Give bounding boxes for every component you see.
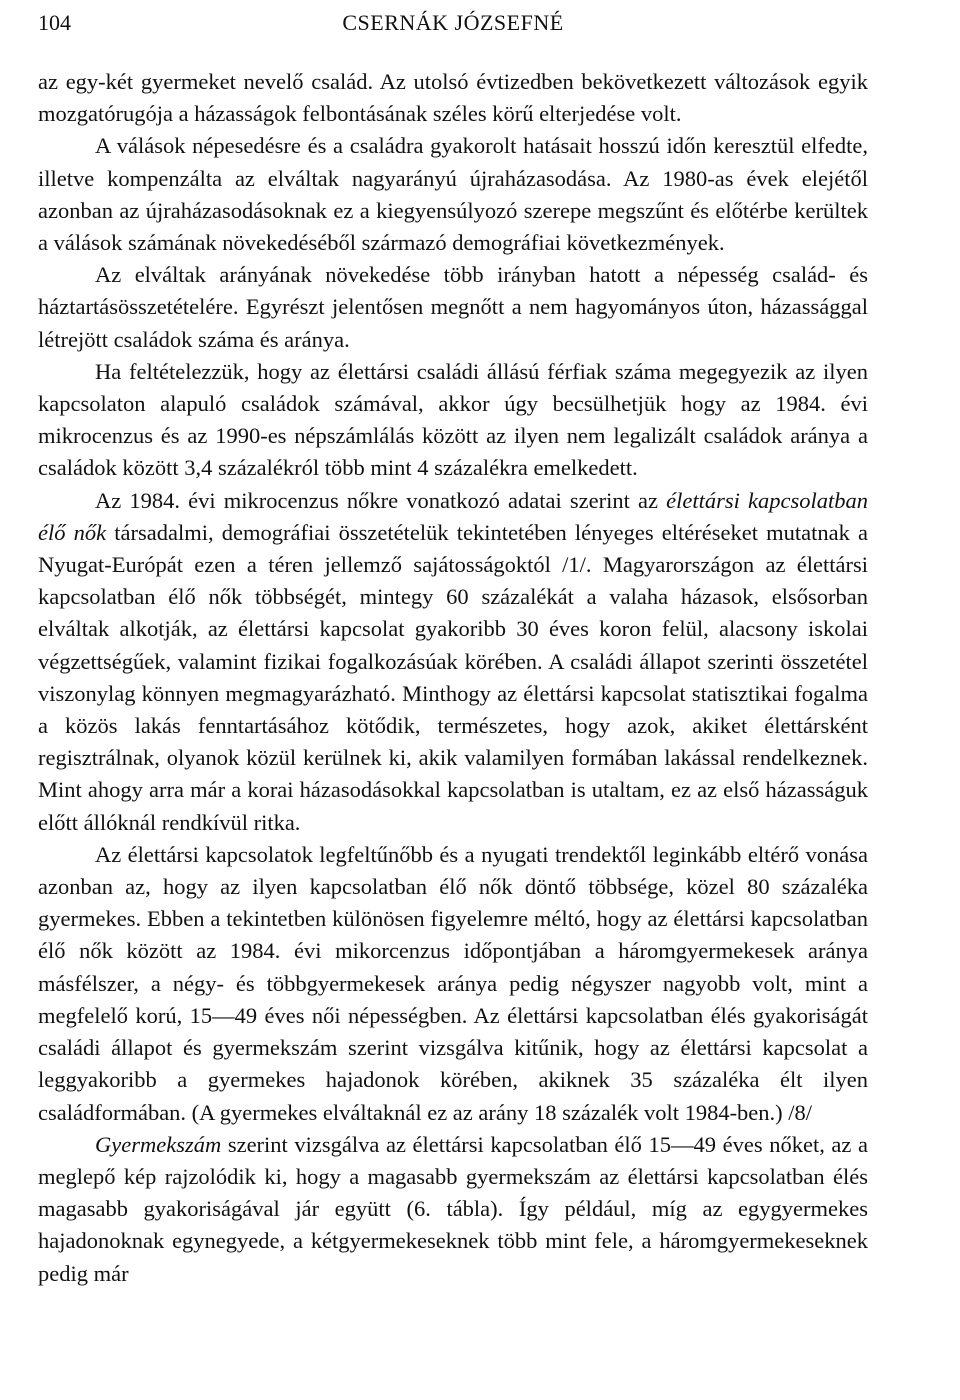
italic-text: élettársi kapcsolatban élő nők (38, 487, 868, 545)
text-segment: Az 1984. évi mikrocenzus nőkre vonatkozó adatai szerint az (95, 487, 667, 513)
text-segment: társadalmi, demográfiai összetételük tekintetében lényeges eltéréseket mutatnak a Nyugat-Európát ezen a téren jellemző sajátosságoktól /1/. Magyarországon az élettársi kapcsolatban élő nők többségét, mintegy 60 százalékát a valaha házasok, elsősorban elváltak alkotják, az élettársi kapcsolat gyakoribb 30 éves koron felül, alacsony iskolai végzettségűek, valamint fizikai fogalkozásúak körében. A családi állapot szerinti összetétel viszonylag könnyen megmagyarázható. Minthogy az élettársi kapcsolat statisztikai fogalma a közös lakás fenntartásához kötődik, természetes, hogy azok, akiket élettársként regisztrálnak, olyanok közül kerülnek ki, akik valamilyen formában lakással rendelkeznek. Mint ahogy arra már a korai házasodásokkal kapcsolatban is utaltam, ez az első házasságuk előtt állóknál rendkívül ritka. (38, 519, 868, 835)
body-text (38, 66, 868, 1290)
text-segment: A válások népesedésre és a családra gyakorolt hatásait hosszú időn keresztül elfedte, illetve kompenzálta az elváltak nagyarányú újraházasodása. Az 1980-as évek elejétől azonban az újraházasodásoknak ez a kiegyensúlyozó szerepe megszűnt és előtérbe kerültek a válások számának növekedéséből származó demográfiai következmények. (38, 133, 868, 256)
page-header (38, 8, 868, 38)
running-title: CSERNÁK JÓZSEFNÉ (342, 10, 564, 35)
paragraph (38, 839, 868, 1129)
text-segment: Az elváltak arányának növekedése több irányban hatott a népesség család- és háztartásösszetételére. Egyrészt jelentősen megnőtt a nem hagyományos úton, házassággal létrejött családok száma és aránya. (38, 262, 868, 352)
paragraph (38, 259, 868, 356)
paragraph (38, 66, 868, 130)
paragraph (38, 485, 868, 839)
text-segment: az egy-két gyermeket nevelő család. Az utolsó évtizedben bekövetkezett változások egyik mozgatórugója a házasságok felbontásának széles körű elterjedése volt. (38, 69, 868, 127)
italic-text: Gyermekszám (95, 1131, 222, 1157)
paragraph (38, 130, 868, 259)
page-number: 104 (38, 10, 71, 35)
paragraph (38, 356, 868, 485)
text-segment: szerint vizsgálva az élettársi kapcsolatban élő 15—49 éves nőket, az a meglepő kép rajzolódik ki, hogy a magasabb gyermekszám az élettársi kapcsolatban élés magasabb gyakoriságával jár együtt (6. tábla). Így például, míg az egygyermekes hajadonoknak egynegyede, a kétgyermekeseknek több mint fele, a háromgyermekeseknek pedig már (38, 1131, 868, 1286)
text-segment: Ha feltételezzük, hogy az élettársi családi állású férfiak száma megegyezik az ilyen kapcsolaton alapuló családok számával, akkor úgy becsülhetjük hogy az 1984. évi mikrocenzus és az 1990-es népszámlálás között az ilyen nem legalizált családok aránya a családok között 3,4 százalékról több mint 4 százalékra emelkedett. (38, 358, 868, 481)
text-segment: Az élettársi kapcsolatok legfeltűnőbb és a nyugati trendektől leginkább eltérő vonása azonban az, hogy az ilyen kapcsolatban élő nők döntő többsége, közel 80 százaléka gyermekes. Ebben a tekintetben különösen figyelemre méltó, hogy az élettársi kapcsolatban élő nők között az 1984. évi mikorcenzus időpontjában a háromgyermekesek aránya másfélszer, a négy- és többgyermekesek aránya pedig négyszer nagyobb volt, mint a megfelelő korú, 15—49 éves női népességben. Az élettársi kapcsolatban élés gyakoriságát családi állapot és gyermekszám szerint vizsgálva kitűnik, hogy az élettársi kapcsolat a leggyakoribb a gyermekes hajadonok körében, akiknek 35 százaléka élt ilyen családformában. (A gyermekes elváltaknál ez az arány 18 százalék volt 1984-ben.) /8/ (38, 841, 868, 1125)
document-page (38, 8, 868, 1290)
paragraph (38, 1129, 868, 1290)
